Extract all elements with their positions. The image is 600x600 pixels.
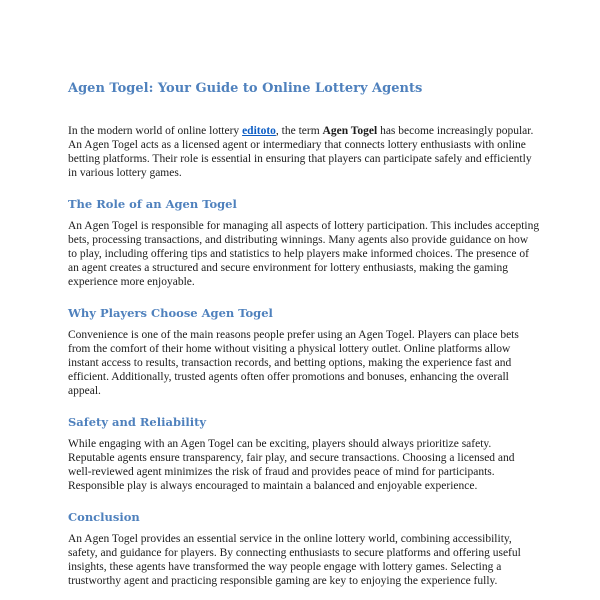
section-paragraph-safety-reliability: While engaging with an Agen Togel can be exciting, players should always prioritize safety. Reputable agents ensure transparency, fair play, and secure transactions. Choosing a licensed and well-reviewed agent minimizes the risk of fraud and provides peace of mind for participants. Responsible play is always encouraged to maintain a balanced and enjoyable experience. xyxy=(68,438,515,492)
section-heading-why-players-choose: Why Players Choose Agen Togel xyxy=(68,306,273,320)
intro-text-before-link: In the modern world of online lottery xyxy=(68,125,243,137)
section-heading-safety-reliability: Safety and Reliability xyxy=(68,415,207,429)
section-paragraph-role: An Agen Togel is responsible for managing all aspects of lottery participation. This includes accepting bets, processing transactions, and distributing winnings. Many agents also provide guidance on how to play, including offering tips and statistics to help players make informed choices. The presence of an agent creates a structured and secure environment for lottery enthusiasts, making the gaming experience more enjoyable. xyxy=(68,220,540,288)
section-paragraph-conclusion: An Agen Togel provides an essential service in the online lottery world, combining accessibility, safety, and guidance for players. By connecting enthusiasts to secure platforms and offering useful insights, these agents have transformed the way people engage with lottery games. Selecting a trustworthy agent and practicing responsible gaming are key to enjoying the experience fully. xyxy=(68,533,521,587)
section-heading-conclusion: Conclusion xyxy=(68,510,140,524)
intro-text-after-bold: has become increasingly popular. An Agen Togel acts as a licensed agent or intermediary that connects lottery enthusiasts with online betting platforms. Their role is essential in ensuring that players can participate safely and efficiently in various lottery games. xyxy=(68,125,534,179)
intro-text-after-link: , the term xyxy=(275,125,323,137)
intro-paragraph xyxy=(68,124,540,180)
page-title: Agen Togel: Your Guide to Online Lottery Agents xyxy=(68,81,423,96)
bold-term-agen-togel: Agen Togel xyxy=(322,125,378,137)
section-paragraph-why-players-choose: Convenience is one of the main reasons people prefer using an Agen Togel. Players can place bets from the comfort of their home without visiting a physical lottery outlet. Online platforms allow instant access to results, transaction records, and betting options, making the experience fast and efficient. Additionally, trusted agents often offer promotions and bonuses, enhancing the overall appeal. xyxy=(68,329,519,397)
editoto-link[interactable]: editoto xyxy=(242,125,276,137)
section-heading-role: The Role of an Agen Togel xyxy=(68,197,237,211)
